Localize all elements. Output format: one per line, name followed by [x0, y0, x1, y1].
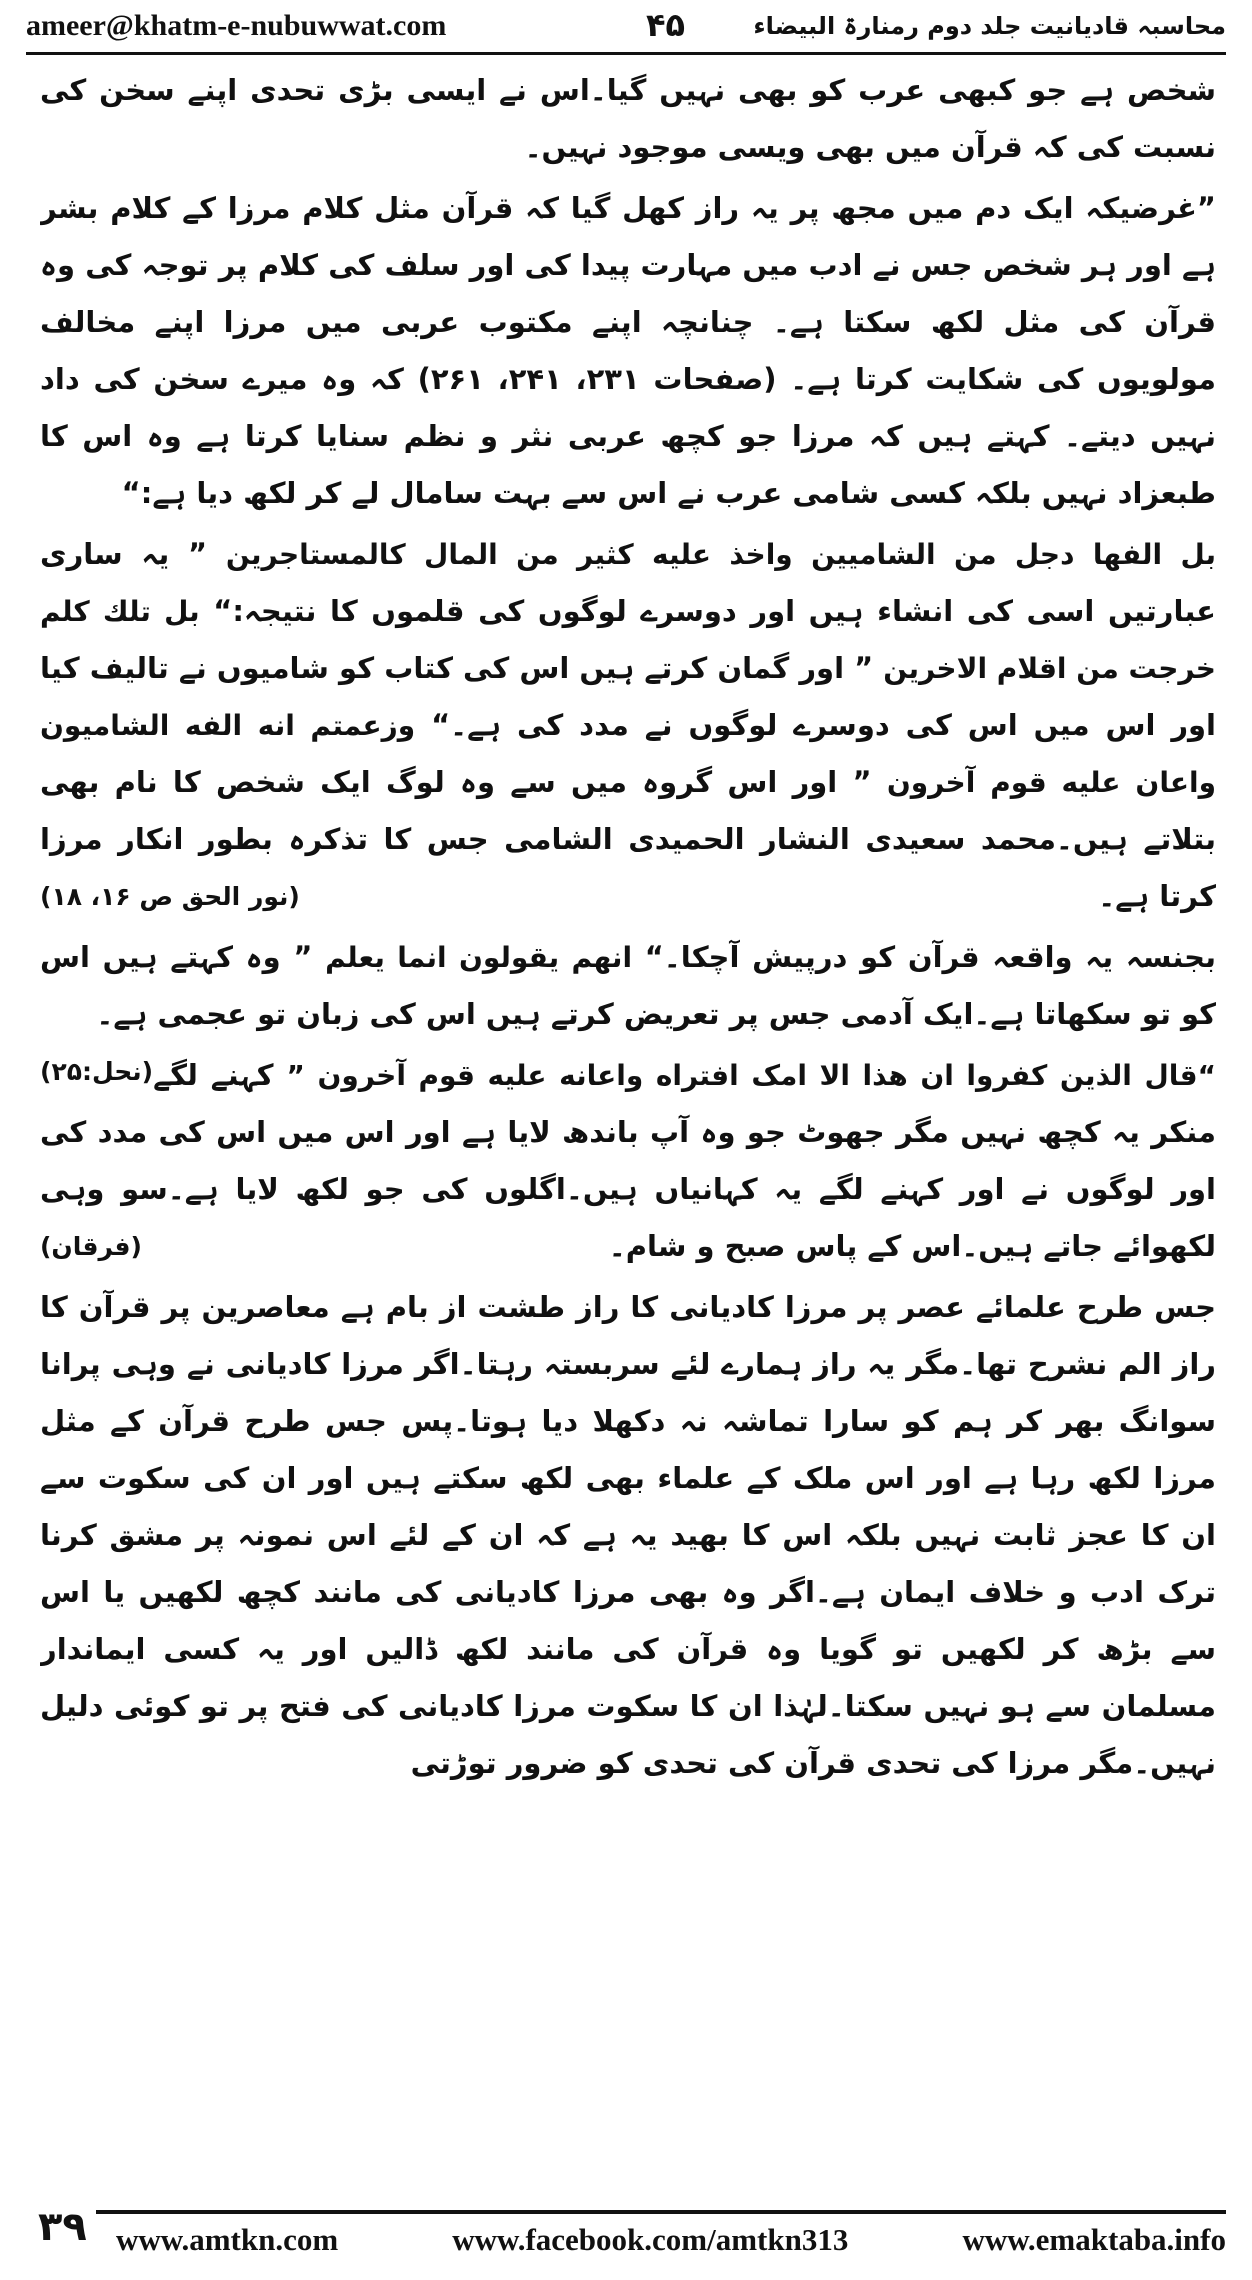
reference-furqan: (فرقان) — [40, 1232, 142, 1261]
footer-link-facebook[interactable]: www.facebook.com/amtkn313 — [452, 2222, 849, 2257]
footer-link-amtkn[interactable]: www.amtkn.com — [116, 2222, 339, 2257]
header-page-number: ۴۵ — [646, 6, 686, 44]
header-divider — [26, 52, 1226, 55]
paragraph-3-mid-1: ” یہ ساری عبارتیں اسی کی انشاء ہیں اور دوسرے لوگوں کی قلموں کا نتیجہ:“ — [40, 537, 1216, 628]
reference-noor-ul-haq: (نور الحق ص ۱۶، ۱۸) — [40, 882, 300, 911]
reference-nahl: (نحل:۲۵) — [40, 1057, 154, 1086]
page-body — [40, 62, 1216, 2187]
footer-link-emaktaba[interactable]: www.emaktaba.info — [962, 2222, 1226, 2257]
paragraph-1: شخص ہے جو کبھی عرب کو بھی نہیں گیا۔اس نے ایسی بڑی تحدی اپنے سخن کی نسبت کی کہ قرآن میں بھی ویسی موجود نہیں۔ — [40, 73, 1216, 164]
arabic-quote-3: وزعمتم انه الفه الشاميون واعان عليه قوم آخرون — [40, 709, 1216, 799]
paragraph-3-tail: ” اور اس گروہ میں سے وہ لوگ ایک شخص کا نام بھی بتلاتے ہیں۔محمد سعیدی النشار الحمیدی الشامی جس کا تذکرہ بطور انکار مرزا کرتا ہے۔ — [40, 765, 1216, 913]
paragraph-2: ”غرضیکہ ایک دم میں مجھ پر یہ راز کھل گیا کہ قرآن مثل کلام مرزا کے کلام بشر ہے اور ہر شخص جس نے ادب میں مہارت پیدا کی اور سلف کی کلام پر توجہ کی وہ قرآن کی مثل لکھ سکتا ہے۔ چنانچہ اپنے مکتوب عربی میں مرزا اپنے مخالف مولویوں کی شکایت کرتا ہے۔ (صفحات ۲۳۱، ۲۴۱، ۲۶۱) کہ وہ میرے سخن کی داد نہیں دیتے۔ کہتے ہیں کہ مرزا جو کچھ عربی نثر و نظم سنایا کرتا ہے وہ اس کا طبعزاد نہیں بلکہ کسی شامی عرب نے اس سے بہت سامال لے کر لکھ دیا ہے:“ — [40, 191, 1216, 510]
paragraph-6: جس طرح علمائے عصر پر مرزا کادیانی کا راز طشت از بام ہے معاصرین پر قرآن کا راز الم نشرح تھا۔مگر یہ راز ہمارے لئے سربستہ رہتا۔اگر مرزا کادیانی نے وہی پرانا سوانگ بھر کر ہم کو سارا تماشہ نہ دکھلا دیا ہوتا۔پس جس طرح قرآن کے مثل مرزا لکھ رہا ہے اور اس ملک کے علماء بھی لکھ سکتے ہیں اور ان کی سکوت سے ان کا عجز ثابت نہیں بلکہ اس کا بھید یہ ہے کہ ان کے لئے اس نمونہ پر مشق کرنا ترک ادب و خلاف ایمان ہے۔اگر وہ بھی مرزا کادیانی کی مانند کچھ لکھیں یا اس سے بڑھ کر لکھیں تو گویا وہ قرآن کی مانند لکھ ڈالیں اور یہ کسی ایماندار مسلمان سے ہو نہیں سکتا۔لہٰذا ان کا سکوت مرزا کادیانی کی فتح پر تو کوئی دلیل نہیں۔مگر مرزا کی تحدی قرآن کی تحدی کو ضرور توڑتی — [40, 1290, 1216, 1780]
arabic-quote-nahl: انهم يقولون انما يعلم — [325, 941, 633, 974]
paragraph-4-tail: ” وہ کہتے ہیں اس کو تو سکھاتا ہے۔ایک آدمی جس پر تعریض کرتے ہیں اس کی زبان تو عجمی ہے۔ — [40, 940, 1216, 1031]
header-email[interactable]: ameer@khatm-e-nubuwwat.com — [26, 9, 447, 42]
arabic-quote-furqan: “قال الذين كفروا ان هذا الا امک افتراه واعانه عليه قوم آخرون ” — [286, 1059, 1216, 1092]
paragraph-4-lead: بجنسہ یہ واقعہ قرآن کو درپیش آچکا۔“ — [644, 940, 1216, 974]
arabic-quote-2: بل تلك كلم خرجت من اقلام الاخرين — [40, 595, 1216, 685]
paragraph-5-tail: کہنے لگے منکر یہ کچھ نہیں مگر جھوٹ جو وہ آپ باندھ لایا ہے اور اس میں اس کی مدد کی اور لوگوں نے اور کہنے لگے یہ کہانیاں ہیں۔اگلوں کی جو لکھ لایا ہے۔سو وہی لکھوائے جاتے ہیں۔اس کے پاس صبح و شام۔ — [40, 1058, 1216, 1263]
footer-divider — [96, 2210, 1226, 2214]
footer-page-number: ۳۹ — [32, 2204, 93, 2250]
paragraph-3 — [40, 526, 1216, 925]
arabic-quote-1: بل الفها دجل من الشاميين واخذ عليه كثير من المال كالمستاجرين — [225, 538, 1216, 571]
paragraph-3-mid-2: ” اور گمان کرتے ہیں اس کی کتاب کو شامیوں نے تالیف کیا اور اس میں اس کی دوسرے لوگوں نے مدد کی ہے۔“ — [40, 651, 1216, 742]
page-footer — [26, 2204, 1226, 2270]
page-header — [26, 6, 1226, 46]
paragraph-5 — [40, 1047, 1216, 1275]
header-book-title: محاسبہ قادیانیت جلد دوم رمنارۃ البیضاء — [753, 12, 1226, 40]
footer-links — [116, 2222, 1226, 2258]
